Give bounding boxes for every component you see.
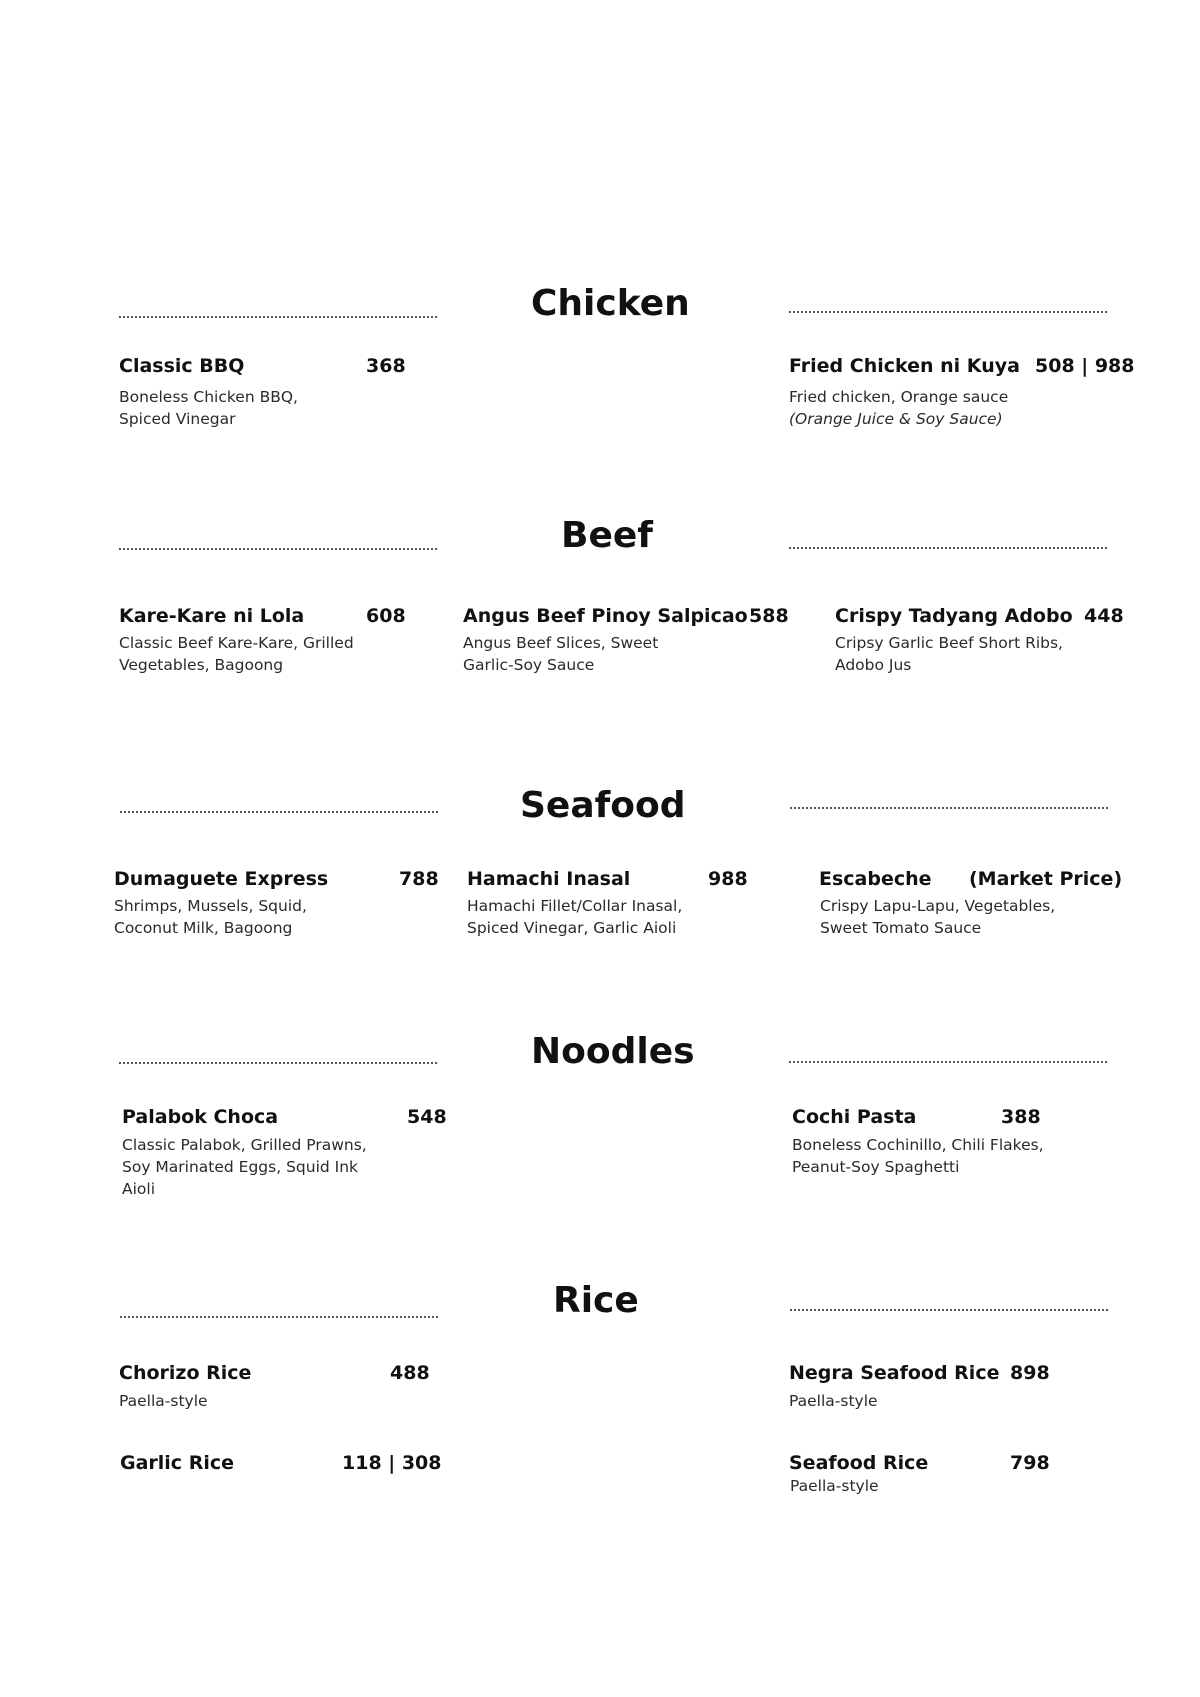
item-price: (Market Price) — [969, 868, 1123, 890]
item-price: 588 — [749, 605, 789, 627]
item-price: 118 | 308 — [342, 1452, 442, 1474]
item-description — [114, 895, 384, 939]
item-description — [467, 895, 737, 939]
dotted-divider-right — [790, 807, 1108, 809]
item-price: 608 — [366, 605, 406, 627]
description-line: Vegetables, Bagoong — [119, 656, 284, 674]
item-description — [820, 895, 1090, 939]
description-line: Soy Marinated Eggs, Squid Ink — [122, 1158, 359, 1176]
description-line: Fried chicken, Orange sauce — [789, 388, 1009, 406]
item-name: Palabok Choca — [122, 1106, 279, 1128]
section-title-beef: Beef — [561, 515, 653, 556]
description-line: Classic Beef Kare-Kare, Grilled — [119, 634, 354, 652]
item-description — [792, 1134, 1062, 1178]
item-description — [119, 632, 389, 676]
dotted-divider-right — [789, 547, 1107, 549]
item-name: Seafood Rice — [789, 1452, 929, 1474]
description-line: Spiced Vinegar — [119, 410, 236, 428]
description-line: Peanut-Soy Spaghetti — [792, 1158, 960, 1176]
dotted-divider-left — [119, 316, 437, 318]
description-line: Paella-style — [119, 1392, 208, 1410]
description-line: Paella-style — [789, 1392, 878, 1410]
description-line: Aioli — [122, 1180, 156, 1198]
dotted-divider-left — [119, 1062, 437, 1064]
description-line: Cripsy Garlic Beef Short Ribs, — [835, 634, 1063, 652]
section-title-rice: Rice — [553, 1280, 639, 1321]
item-price: 448 — [1084, 605, 1124, 627]
description-line: Coconut Milk, Bagoong — [114, 919, 293, 937]
item-price: 788 — [399, 868, 439, 890]
item-description — [463, 632, 733, 676]
item-name: Dumaguete Express — [114, 868, 329, 890]
item-description — [835, 632, 1105, 676]
item-price: 488 — [390, 1362, 430, 1384]
description-line: Paella-style — [790, 1477, 879, 1495]
item-description — [789, 386, 1059, 430]
description-line: Hamachi Fillet/Collar Inasal, — [467, 897, 683, 915]
item-name: Hamachi Inasal — [467, 868, 631, 890]
item-price: 388 — [1001, 1106, 1041, 1128]
item-name: Chorizo Rice — [119, 1362, 252, 1384]
item-price: 368 — [366, 355, 406, 377]
description-line: Boneless Chicken BBQ, — [119, 388, 298, 406]
section-title-seafood: Seafood — [520, 785, 686, 826]
section-title-chicken: Chicken — [531, 283, 690, 324]
dotted-divider-left — [120, 1316, 438, 1318]
item-name: Negra Seafood Rice — [789, 1362, 1000, 1384]
dotted-divider-right — [789, 311, 1107, 313]
item-price: 798 — [1010, 1452, 1050, 1474]
item-description — [119, 386, 389, 430]
dotted-divider-left — [119, 548, 437, 550]
description-note: (Orange Juice & Soy Sauce) — [789, 410, 1003, 428]
description-line: Spiced Vinegar, Garlic Aioli — [467, 919, 677, 937]
item-description — [790, 1475, 1060, 1497]
description-line: Shrimps, Mussels, Squid, — [114, 897, 307, 915]
description-line: Adobo Jus — [835, 656, 912, 674]
item-description — [789, 1390, 1059, 1412]
description-line: Boneless Cochinillo, Chili Flakes, — [792, 1136, 1044, 1154]
item-name: Cochi Pasta — [792, 1106, 917, 1128]
item-name: Garlic Rice — [120, 1452, 234, 1474]
description-line: Garlic-Soy Sauce — [463, 656, 595, 674]
section-title-noodles: Noodles — [531, 1031, 695, 1072]
item-description — [122, 1134, 392, 1200]
description-line: Classic Palabok, Grilled Prawns, — [122, 1136, 367, 1154]
item-price: 898 — [1010, 1362, 1050, 1384]
description-line: Sweet Tomato Sauce — [820, 919, 982, 937]
item-price: 988 — [708, 868, 748, 890]
dotted-divider-left — [120, 811, 438, 813]
item-name: Classic BBQ — [119, 355, 245, 377]
description-line: Angus Beef Slices, Sweet — [463, 634, 659, 652]
item-name: Angus Beef Pinoy Salpicao — [463, 605, 748, 627]
item-name: Crispy Tadyang Adobo — [835, 605, 1073, 627]
description-line: Crispy Lapu-Lapu, Vegetables, — [820, 897, 1056, 915]
item-name: Escabeche — [819, 868, 932, 890]
item-name: Kare-Kare ni Lola — [119, 605, 305, 627]
item-price: 508 | 988 — [1035, 355, 1135, 377]
item-price: 548 — [407, 1106, 447, 1128]
dotted-divider-right — [790, 1309, 1108, 1311]
dotted-divider-right — [789, 1061, 1107, 1063]
item-description — [119, 1390, 389, 1412]
item-name: Fried Chicken ni Kuya — [789, 355, 1020, 377]
